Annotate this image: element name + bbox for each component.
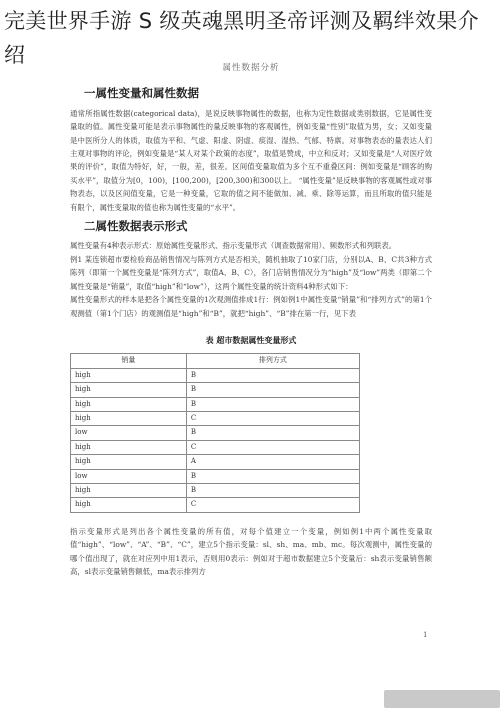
page-headline: 完美世界手游 S 级英魂黑明圣帝评测及羁绊效果介绍 xyxy=(4,9,479,67)
document-top-title: 属性数据分析 xyxy=(222,63,280,73)
table-cell: C xyxy=(186,440,359,454)
table-cell: high xyxy=(71,455,187,469)
table-header-row xyxy=(71,354,360,368)
supermarket-data-table xyxy=(70,353,360,512)
table-cell: high xyxy=(71,411,187,425)
table-cell: high xyxy=(71,440,187,454)
table-cell: high xyxy=(71,397,187,411)
section-1-paragraph: 通常所指属性数据(categorical data)，是说反映事物属性的数据，也称为定性数据或类别数据，它是属性变量取的值。属性变量可能是表示事物属性的量反映事物的客观属性，例如变量“性别”取值为男，女；又如变量是中医所分人的体质，取值为平和、气虚、阳虚、阴虚、痰湿、湿热、气郁、特禀。对事物表态的量表达人们主观对事物的评论，例如变量是“某人对某个政策的态度”，取值是赞成，中立和反对；又如变量是“人对医疗效果的评价”，取值为特好，好，一般，差，很差。区间值变量取值为多个互不重叠区间：例如变量是“顾客的购买水平”，取值分为[0，100)，[100,200)，[200,300)和300以上。 “属性变量”是反映事物的客观属性或对事物表态，以及区间值变量，它是一种变量，它取的值之间不能做加、减、乘、除等运算，而且所取的值只能是有限个，属性变量取的值也称为属性变量的“水平”。 xyxy=(70,108,432,212)
table-cell: B xyxy=(186,426,359,440)
table-row xyxy=(71,368,360,382)
table-row xyxy=(71,426,360,440)
table-row xyxy=(71,397,360,411)
table-row xyxy=(71,455,360,469)
table-cell: high xyxy=(71,383,187,397)
table-row xyxy=(71,483,360,497)
table-row xyxy=(71,469,360,483)
table-row xyxy=(71,440,360,454)
table-cell: C xyxy=(186,498,359,512)
table-cell: high xyxy=(71,483,187,497)
section-3-paragraph: 指示变量形式是列出各个属性变量的所有值，对每个值建立一个变量，例如例1中两个属性变量取值“high”、“low”、“A”、“B”、“C”，建立5个指示变量：sl、sh、ma、mb、mc。每次观测中，属性变量的哪个值出现了，就在对应列中用1表示，否则用0表示：例如对于超市数据建立5个变量后：sh表示变量销售额高，sl表示变量销售额低，ma表示排列方 xyxy=(70,526,432,576)
table-cell: low xyxy=(71,469,187,483)
table-cell: low xyxy=(71,426,187,440)
section-heading-1: 一属性变量和属性数据 xyxy=(84,86,199,101)
table-cell: high xyxy=(71,368,187,382)
table-row xyxy=(71,498,360,512)
section-2-paragraph-3: 属性变量形式的样本是把各个属性变量的1次观测值排成1行：例如例1中属性变量“销量”和“排列方式”的第1个观测值（第1个门店）的观测值是“high”和“B”，就把“high”、“B”排在第一行，见下表 xyxy=(70,295,432,318)
table-cell: B xyxy=(186,469,359,483)
table-cell: B xyxy=(186,397,359,411)
table-header-cell: 排列方式 xyxy=(186,354,359,368)
table-cell: B xyxy=(186,383,359,397)
table-row xyxy=(71,383,360,397)
table-cell: B xyxy=(186,368,359,382)
section-2-paragraph-1: 属性变量有4种表示形式：原始属性变量形式、指示变量形式（调查数据常用）、频数形式和列联表。 xyxy=(70,241,397,251)
table-cell: C xyxy=(186,411,359,425)
table-row xyxy=(71,411,360,425)
table-cell: B xyxy=(186,483,359,497)
section-heading-2: 二属性数据表示形式 xyxy=(84,219,188,234)
table-cell: high xyxy=(71,498,187,512)
page-number: 1 xyxy=(423,631,428,639)
section-2-paragraph-2: 例1 某连锁超市要检验商品销售情况与陈列方式是否相关，随机抽取了10家门店，分别以A、B、C共3种方式陈列（即第一个属性变量是“陈列方式”，取值A、B、C），各门店销售情况分为“high”及“low”两类（即第二个属性变量是“销量”，取值“high”和“low”），这两个属性变量的统计资料4种形式如下： xyxy=(70,254,432,291)
table-header-cell: 销量 xyxy=(71,354,187,368)
table-cell: A xyxy=(186,455,359,469)
document-page xyxy=(70,62,432,578)
table-caption: 表 超市数据属性变量形式 xyxy=(205,334,297,345)
watermark-logo xyxy=(384,690,500,708)
